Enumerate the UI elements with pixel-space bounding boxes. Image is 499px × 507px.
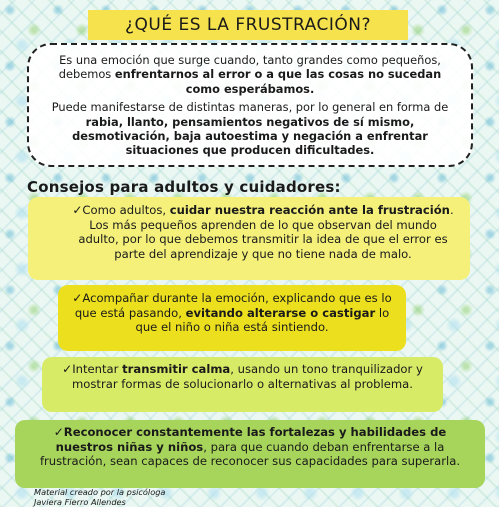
- intro-box: [27, 43, 473, 167]
- tip-emphasis: Reconocer constantemente las fortalezas y habilidades de nuestros niñas y niños: [55, 425, 447, 454]
- intro-paragraph-manifestations: [47, 100, 453, 158]
- tip-card-calm: [42, 357, 443, 412]
- intro-emphasis: enfrentarnos al error o a que las cosas no sucedan como esperábamos.: [114, 67, 442, 96]
- tip-emphasis: cuidar nuestra reacción ante la frustración: [169, 203, 450, 217]
- credit-line: Material creado por la psicóloga: [34, 487, 166, 497]
- tip-text: Como adultos,: [82, 203, 170, 217]
- section-subtitle: Consejos para adultos y cuidadores:: [27, 178, 341, 196]
- tip-text: . Los más pequeños aprenden de lo que observan del mundo adulto, por lo que debemos transmitir la idea de que el error es parte del aprendizaje y que no tiene nada de malo.: [78, 203, 454, 261]
- intro-emphasis: rabia, llanto, pensamientos negativos de sí mismo, desmotivación, baja autoestima y negación a enfrentar situaciones que producen dificultades.: [72, 114, 428, 158]
- tip-text: lo que el niño o niña está sintiendo.: [135, 305, 390, 335]
- tip-card-accompany: [58, 285, 406, 351]
- tip-card-reaction: [28, 197, 470, 280]
- tip-text: , usando un tono tranquilizador y mostrar formas de solucionarlo o alternativas al problema.: [72, 362, 423, 391]
- tip-text: Intentar: [72, 362, 123, 376]
- credit-name: Javiera Fierro Allendes: [34, 497, 126, 507]
- intro-text: Es una emoción que surge cuando, tanto grandes como pequeños, debemos: [58, 53, 441, 82]
- check-icon: ✓: [72, 203, 83, 217]
- intro-paragraph-definition: [47, 53, 453, 96]
- tip-emphasis: transmitir calma: [122, 362, 231, 376]
- intro-text: Puede manifestarse de distintas maneras, por lo general en forma de: [51, 100, 449, 115]
- tip-text: , para que cuando deban enfrentarse a la frustración, sean capaces de reconocer sus capacidades para superarla.: [39, 439, 461, 469]
- tip-card-strengths: [15, 420, 485, 488]
- check-icon: ✓: [53, 425, 64, 439]
- tip-emphasis: evitando alterarse o castigar: [185, 305, 376, 320]
- tip-text: Acompañar durante la emoción, explicando que es lo que está pasando,: [74, 291, 392, 320]
- page-title: ¿QUÉ ES LA FRUSTRACIÓN?: [88, 10, 408, 40]
- author-credit: [34, 487, 165, 507]
- check-icon: ✓: [72, 291, 83, 305]
- check-icon: ✓: [62, 362, 73, 376]
